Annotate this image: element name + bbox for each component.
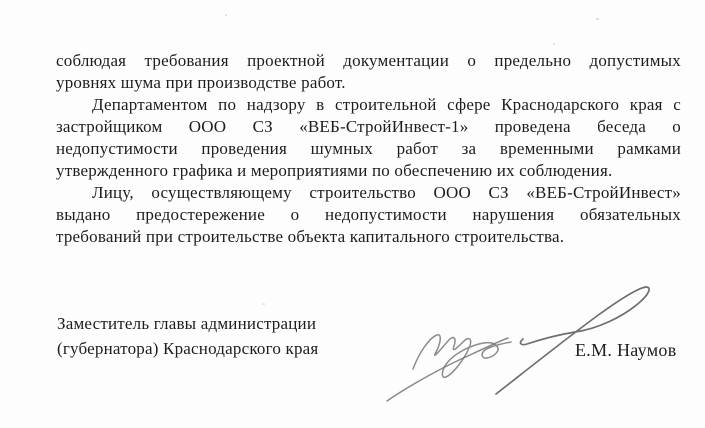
scan-speck	[596, 18, 599, 20]
text-line: выдано предостережение о недопустимости нарушения обязательных	[56, 205, 681, 224]
text-line: уровнях шума при производстве работ.	[56, 73, 346, 92]
text-line: Лицу, осуществляющему строительство ООО СЗ «ВЕБ-СтройИнвест»	[92, 183, 681, 202]
signature-stroke	[413, 335, 511, 378]
signature-stroke	[387, 338, 508, 401]
text-line: утвержденного графика и мероприятиями по обеспечению их соблюдения.	[56, 161, 613, 180]
scan-speck	[225, 14, 227, 16]
text-line: Департаментом по надзору в строительной сфере Краснодарского края с	[92, 95, 681, 114]
signer-name: Е.М. Наумов	[575, 340, 677, 360]
text-line: застройщиком ООО СЗ «ВЕБ-СтройИнвест-1» проведена беседа о	[56, 117, 681, 136]
paragraph	[56, 50, 681, 94]
scan-speck	[553, 43, 555, 45]
text-line: недопустимости проведения шумных работ за временными рамками	[56, 139, 681, 158]
text-line: соблюдая требования проектной документации о предельно допустимых	[56, 51, 681, 70]
scan-speck	[262, 303, 265, 305]
signature-graphic	[383, 280, 658, 405]
paragraph	[56, 182, 681, 248]
official-title-line: Заместитель главы администрации	[57, 314, 317, 333]
paragraph	[56, 94, 681, 182]
official-title-line: (губернатора) Краснодарского края	[57, 338, 319, 358]
document-body-text	[56, 50, 681, 248]
text-line: требований при строительстве объекта капитального строительства.	[56, 227, 565, 246]
signature-stroke	[496, 287, 649, 394]
official-title	[57, 312, 387, 361]
